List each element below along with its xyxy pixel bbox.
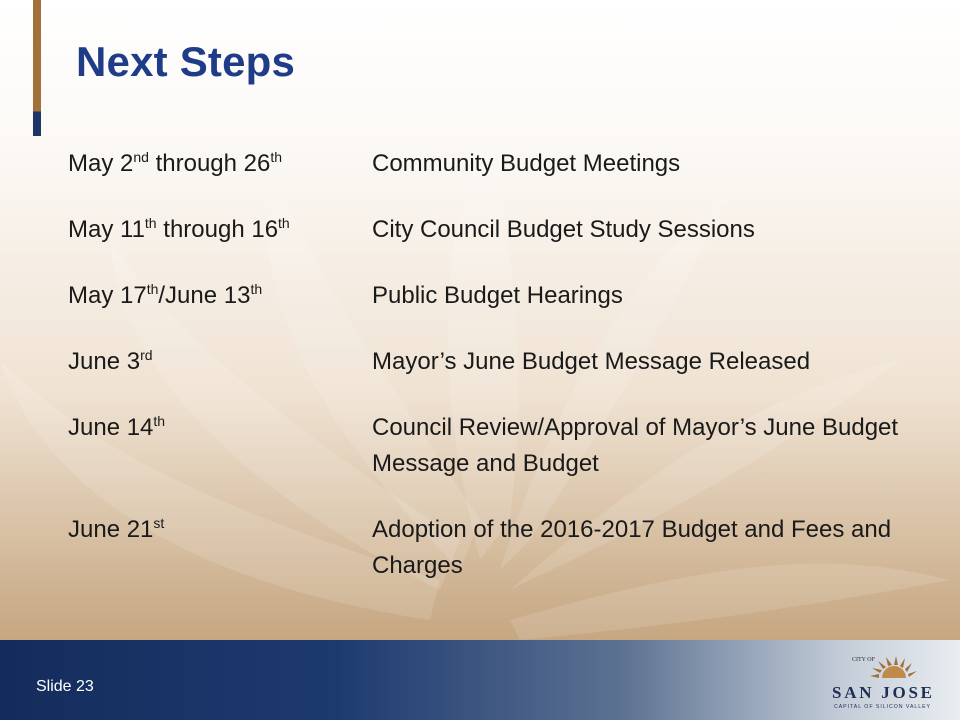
- date-suffix: th: [278, 215, 290, 231]
- date-text: June 3: [68, 348, 141, 375]
- date-suffix: th: [270, 149, 283, 165]
- schedule-date: [68, 512, 372, 584]
- date-suffix: th: [250, 281, 263, 297]
- logo-name: SAN JOSE: [832, 683, 932, 702]
- slide-number: Slide 23: [36, 678, 94, 695]
- accent-bar: [33, 0, 41, 136]
- slide-title: Next Steps: [76, 38, 296, 85]
- schedule-list: [68, 146, 948, 614]
- date-suffix: th: [146, 281, 159, 297]
- schedule-event: Public Budget Hearings: [372, 282, 623, 309]
- schedule-row: [68, 344, 948, 380]
- schedule-date: [68, 212, 372, 248]
- logo-top-text: CITY OF: [852, 657, 875, 663]
- date-suffix: rd: [140, 347, 153, 363]
- schedule-event: Mayor’s June Budget Message Released: [372, 348, 811, 375]
- schedule-row: [68, 410, 948, 482]
- schedule-row: [68, 512, 948, 584]
- san-jose-logo-icon: [828, 652, 936, 714]
- date-text: June 21: [68, 516, 154, 543]
- date-text: May 2: [68, 150, 134, 177]
- date-suffix: th: [153, 413, 166, 429]
- schedule-event: Council Review/Approval of Mayor’s June Budget Message and Budget: [372, 414, 899, 477]
- date-text: May 17: [68, 282, 147, 309]
- schedule-event: City Council Budget Study Sessions: [372, 216, 755, 243]
- schedule-row: [68, 212, 948, 248]
- date-text: /June 13: [158, 282, 251, 309]
- schedule-event: Adoption of the 2016-2017 Budget and Fees and Charges: [372, 516, 892, 579]
- date-text: through 16: [156, 216, 279, 243]
- date-suffix: st: [153, 515, 165, 531]
- schedule-event: Community Budget Meetings: [372, 150, 681, 177]
- date-text: May 11: [68, 216, 145, 243]
- schedule-date: [68, 278, 372, 314]
- date-text: through 26: [148, 150, 271, 177]
- schedule-row: [68, 146, 948, 182]
- schedule-date: [68, 410, 372, 482]
- date-suffix: nd: [133, 149, 149, 165]
- footer-bar: [0, 640, 960, 720]
- schedule-date: [68, 344, 372, 380]
- date-text: June 14: [68, 414, 154, 441]
- schedule-date: [68, 146, 372, 182]
- date-suffix: th: [144, 215, 157, 231]
- schedule-row: [68, 278, 948, 314]
- logo-tagline: CAPITAL OF SILICON VALLEY: [834, 704, 930, 710]
